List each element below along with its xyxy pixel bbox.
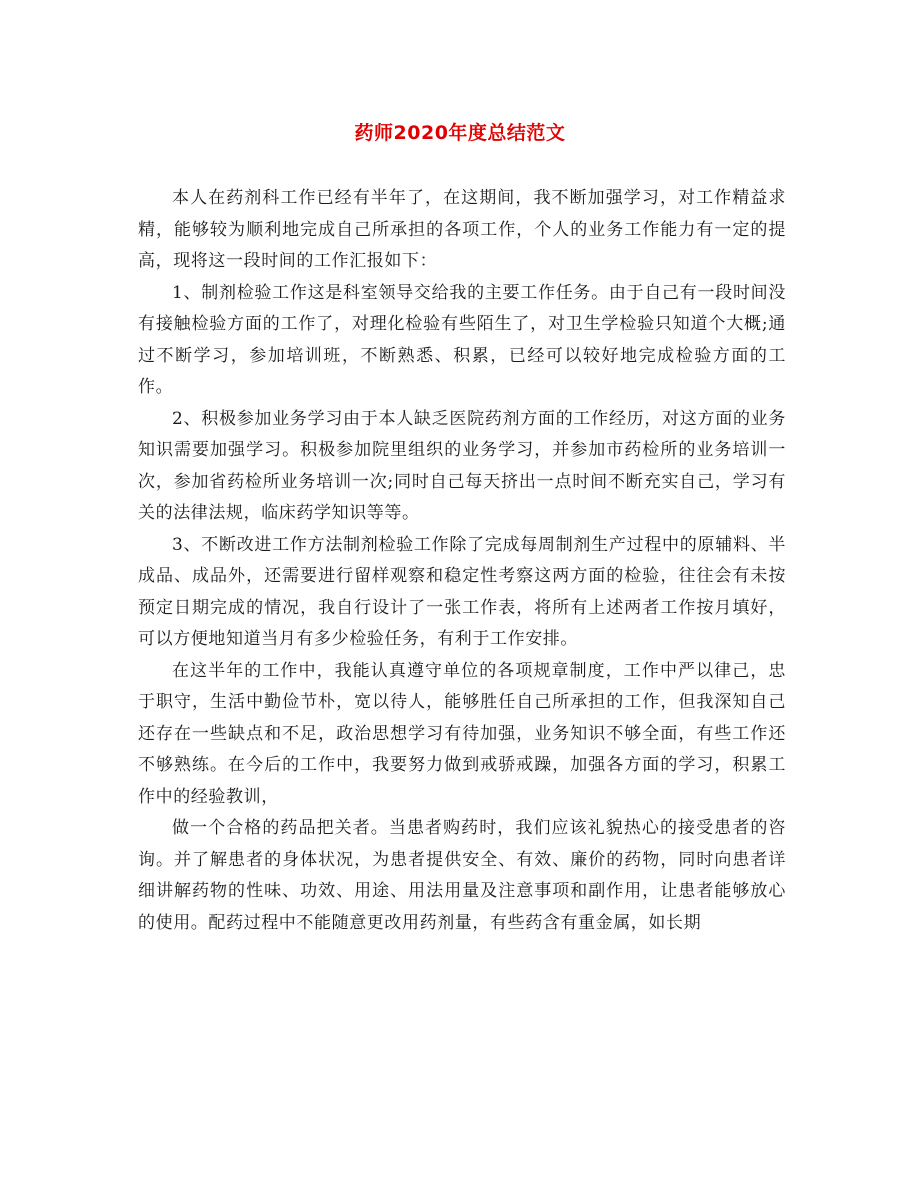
document-body: [138, 183, 786, 939]
paragraph-item-3: 3、不断改进工作方法制剂检验工作除了完成每周制剂生产过程中的原辅料、半成品、成品外，还需要进行留样观察和稳定性考察这两方面的检验，往往会有未按预定日期完成的情况，我自行设计了一张工作表，将所有上述两者工作按月填好，可以方便地知道当月有多少检验任务，有利于工作安排。: [138, 534, 786, 649]
document-title: 药师2020年度总结范文: [354, 122, 566, 144]
paragraph-item-1: 1、制剂检验工作这是科室领导交给我的主要工作任务。由于自己有一段时间没有接触检验方面的工作了，对理化检验有些陌生了，对卫生学检验只知道个大概;通过不断学习，参加培训班，不断熟悉、积累，已经可以较好地完成检验方面的工作。: [138, 282, 786, 397]
paragraph-summary: 在这半年的工作中，我能认真遵守单位的各项规章制度，工作中严以律己，忠于职守，生活中勤俭节朴，宽以待人，能够胜任自己所承担的工作，但我深知自己还存在一些缺点和不足，政治思想学习有待加强，业务知识不够全面，有些工作还不够熟练。在今后的工作中，我要努力做到戒骄戒躁，加强各方面的学习，积累工作中的经验教训，: [138, 660, 786, 807]
paragraph-pharmacist-duty: 做一个合格的药品把关者。当患者购药时，我们应该礼貌热心的接受患者的咨询。并了解患者的身体状况，为患者提供安全、有效、廉价的药物，同时向患者详细讲解药物的性味、功效、用途、用法用量及注意事项和副作用，让患者能够放心的使用。配药过程中不能随意更改用药剂量，有些药含有重金属，如长期: [138, 818, 786, 933]
paragraph-intro: 本人在药剂科工作已经有半年了，在这期间，我不断加强学习，对工作精益求精，能够较为顺利地完成自己所承担的各项工作，个人的业务工作能力有一定的提高，现将这一段时间的工作汇报如下：: [138, 188, 786, 271]
paragraph-item-2: 2、积极参加业务学习由于本人缺乏医院药剂方面的工作经历，对这方面的业务知识需要加强学习。积极参加院里组织的业务学习，并参加市药检所的业务培训一次，参加省药检所业务培训一次;同时自己每天挤出一点时间不断充实自己，学习有关的法律法规，临床药学知识等等。: [138, 408, 786, 523]
